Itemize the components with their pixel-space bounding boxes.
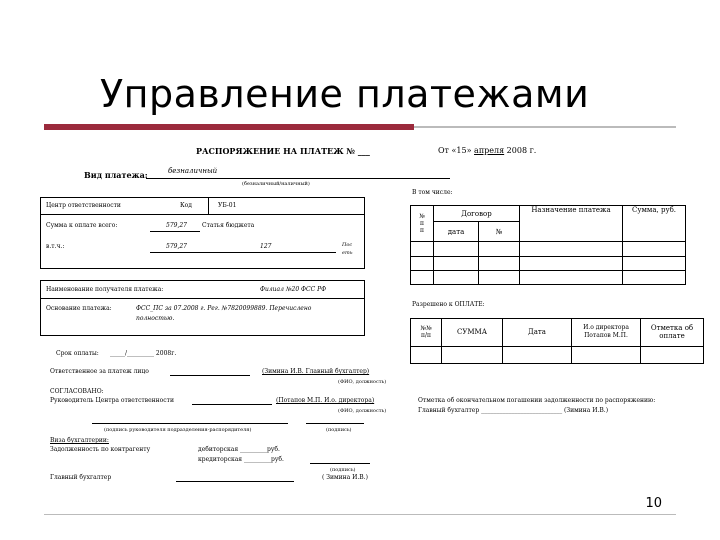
- term-value: _____/_________ 2008г.: [110, 350, 177, 357]
- date-month: апреля: [474, 146, 505, 155]
- director-header: И.о директора Потапов М.П.: [572, 319, 641, 347]
- chief-acc-name: ( Зимина И.В.): [322, 474, 368, 481]
- payment-type-value: безналичный: [168, 167, 218, 175]
- basis-value-2: полностью.: [136, 315, 175, 322]
- no-header: №: [479, 222, 520, 242]
- purpose-header: Назначение платежа: [520, 206, 623, 242]
- budget-item-label: Статья бюджета: [202, 222, 255, 229]
- final-mark-1: Отметка об окончательном погашении задолженности по распоряжению:: [418, 397, 656, 404]
- basis-value-1: ФСС_ПС за 07.2008 г. Рег. №7820099889. Перечислено: [136, 305, 312, 312]
- payment-type-line: [146, 178, 450, 179]
- chief-acc-sign-line: [176, 481, 294, 482]
- payment-permit-table: [410, 318, 704, 364]
- including-note: Пос еть: [342, 242, 353, 256]
- date-prefix: От «15»: [438, 146, 475, 155]
- left-col-line: [208, 197, 209, 214]
- chief-acc-label: Главный бухгалтер: [50, 474, 112, 481]
- sum-header: Сумма, руб.: [623, 206, 686, 242]
- including-value: 579,27: [166, 243, 187, 250]
- resp-center-label: Центр ответственности: [46, 202, 121, 209]
- order-heading: РАСПОРЯЖЕНИЕ НА ПЛАТЕЖ № ___: [196, 146, 370, 156]
- including-line: [150, 252, 336, 253]
- left-row-line: [40, 214, 365, 215]
- sign-line-3: [310, 463, 370, 464]
- amount-label: Сумма к оплате всего:: [46, 222, 118, 229]
- num-header: № п п: [411, 206, 434, 242]
- amount-line: [150, 231, 200, 232]
- amount-value: 579,27: [166, 222, 187, 229]
- footer-rule: [44, 514, 676, 515]
- responsible-sign-line: [170, 375, 250, 376]
- debit-label: дебиторская _________руб.: [198, 446, 280, 453]
- fio-hint-1: (ФИО, должность): [338, 379, 387, 385]
- order-date: [438, 146, 536, 155]
- code-label: Код: [180, 202, 192, 209]
- date-header: дата: [434, 222, 479, 242]
- accounting-label: Виза бухгалтерии:: [50, 437, 109, 444]
- contract-header: Договор: [434, 206, 520, 222]
- right-including-label: В том числе:: [412, 189, 453, 196]
- sign-hint-3: (подпись): [330, 467, 356, 473]
- nn-header: №№ п/п: [411, 319, 442, 347]
- unit-sign-line: [92, 423, 288, 424]
- term-label: Срок оплаты:: [56, 350, 99, 357]
- responsible-name: (Зимина И.В. Главный бухгалтер): [262, 368, 370, 375]
- recipient-row-line: [40, 298, 365, 299]
- final-mark-2: Главный бухгалтер ___________________________ (Зимина И.В.): [418, 407, 609, 414]
- sign-line-2: [306, 423, 364, 424]
- code-value: УБ-01: [218, 202, 237, 209]
- recipient-label: Наименование получателя платежа:: [46, 286, 164, 293]
- summa-header: СУММА: [442, 319, 503, 347]
- date-suffix: 2008 г.: [504, 146, 537, 155]
- title-accent-bar: [44, 124, 414, 130]
- head-sign-line: [192, 404, 272, 405]
- head-name: (Потапов М.П. И.о. директора): [276, 397, 375, 404]
- head-label: Руководитель Центра ответственности: [50, 397, 174, 404]
- slide-title: Управление платежами: [100, 72, 590, 116]
- payment-type-label: Вид платежа:: [84, 170, 148, 180]
- contract-table: [410, 205, 686, 285]
- recipient-value: Филиал №20 ФСС РФ: [260, 286, 327, 293]
- page-number: 10: [645, 496, 662, 511]
- date2-header: Дата: [503, 319, 572, 347]
- sign-hint-2: (подпись): [326, 427, 352, 433]
- payment-type-hint: (безналичный/наличный): [242, 181, 310, 187]
- responsible-label: Ответственное за платеж лицо: [50, 368, 149, 375]
- debt-label: Задолженность по контрагенту: [50, 446, 151, 453]
- basis-label: Основание платежа:: [46, 305, 112, 312]
- credit-label: кредиторская _________руб.: [198, 456, 284, 463]
- including-label: в.т.ч.:: [46, 243, 65, 250]
- paid-mark-header: Отметка об оплате: [641, 319, 704, 347]
- agreed-label: СОГЛАСОВАНО:: [50, 388, 104, 395]
- including-code: 127: [260, 243, 272, 250]
- permitted-label: Разрешено к ОПЛАТЕ:: [412, 301, 485, 308]
- sign-hint-1: (подпись руководителя подразделения-распорядителя): [104, 427, 252, 433]
- fio-hint-2: (ФИО, должность): [338, 408, 387, 414]
